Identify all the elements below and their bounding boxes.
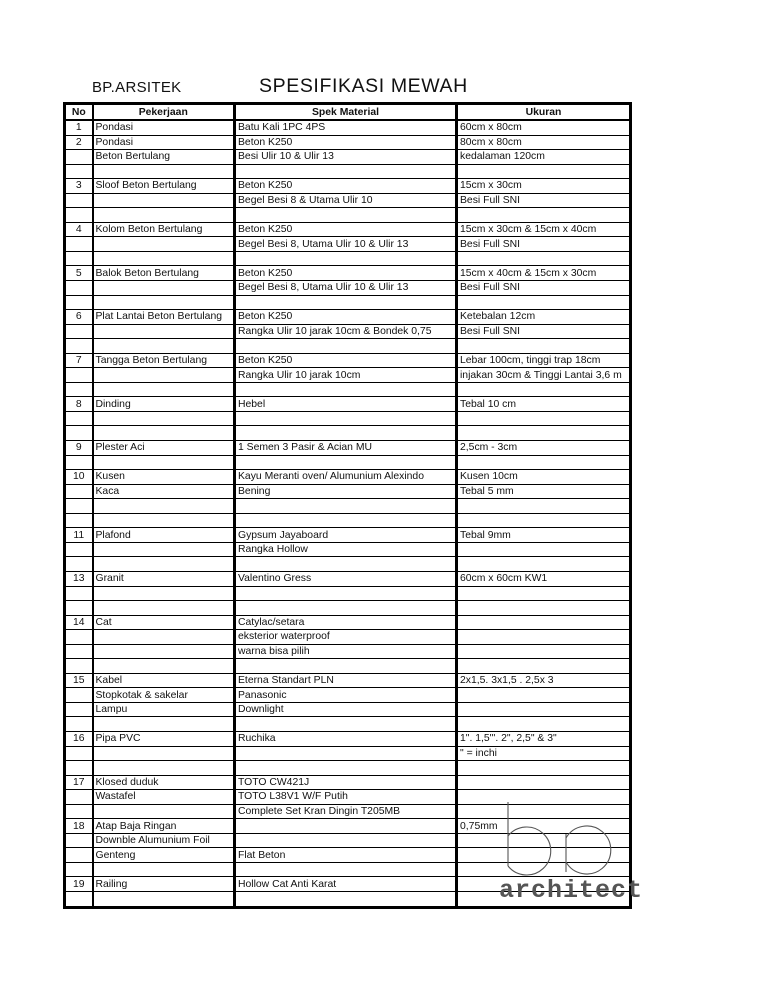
column-header-spek-material: Spek Material [235,104,457,121]
cell-spek-material: Begel Besi 8, Utama Ulir 10 & Ulir 13 [235,237,457,252]
cell-pekerjaan [93,499,235,514]
cell-pekerjaan [93,324,235,339]
table-row [65,528,631,543]
logo-wordmark: architect [499,876,644,905]
cell-pekerjaan [93,761,235,776]
cell-no [65,848,93,863]
cell-ukuran: Besi Full SNI [457,237,631,252]
cell-no [65,499,93,514]
cell-no [65,630,93,645]
cell-spek-material: Beton K250 [235,179,457,194]
cell-pekerjaan: Railing [93,877,235,892]
cell-pekerjaan: Plat Lantai Beton Bertulang [93,310,235,325]
table-row [65,542,631,557]
cell-no: 15 [65,673,93,688]
cell-ukuran [457,411,631,426]
cell-pekerjaan: Kaca [93,484,235,499]
cell-ukuran: 60cm x 60cm KW1 [457,571,631,586]
cell-no: 6 [65,310,93,325]
table-row [65,673,631,688]
cell-ukuran: 2x1,5. 3x1,5 . 2,5x 3 [457,673,631,688]
cell-spek-material: Downlight [235,702,457,717]
cell-pekerjaan [93,193,235,208]
cell-no: 11 [65,528,93,543]
table-row [65,353,631,368]
cell-no: 1 [65,120,93,135]
cell-ukuran [457,615,631,630]
table-row [65,659,631,674]
cell-ukuran [457,630,631,645]
cell-no [65,790,93,805]
table-row [65,208,631,223]
cell-ukuran [457,761,631,776]
table-row [65,324,631,339]
cell-pekerjaan [93,368,235,383]
cell-no [65,208,93,223]
cell-pekerjaan: Wastafel [93,790,235,805]
cell-spek-material: Valentino Gress [235,571,457,586]
document-title: SPESIFIKASI MEWAH [259,75,468,97]
cell-no [65,601,93,616]
table-row [65,295,631,310]
cell-pekerjaan [93,513,235,528]
table-row [65,150,631,165]
cell-no: 7 [65,353,93,368]
cell-no [65,281,93,296]
cell-pekerjaan [93,295,235,310]
cell-pekerjaan [93,426,235,441]
table-row [65,426,631,441]
cell-no [65,150,93,165]
column-header-pekerjaan: Pekerjaan [93,104,235,121]
cell-ukuran: Kusen 10cm [457,470,631,485]
table-row [65,179,631,194]
cell-pekerjaan: Downble Alumunium Foil [93,833,235,848]
table-row [65,120,631,135]
cell-spek-material [235,659,457,674]
cell-no [65,761,93,776]
cell-spek-material [235,717,457,732]
cell-no: 14 [65,615,93,630]
cell-ukuran [457,659,631,674]
cell-spek-material: Rangka Hollow [235,542,457,557]
table-row [65,310,631,325]
cell-no [65,542,93,557]
cell-no [65,862,93,877]
cell-spek-material [235,761,457,776]
cell-no [65,746,93,761]
cell-ukuran: 0,75mm [457,819,631,834]
specification-table [63,102,632,909]
table-row [65,470,631,485]
cell-ukuran [457,601,631,616]
table-row [65,688,631,703]
cell-ukuran [457,208,631,223]
cell-pekerjaan: Kolom Beton Bertulang [93,222,235,237]
table-row [65,281,631,296]
cell-spek-material: TOTO L38V1 W/F Putih [235,790,457,805]
table-row [65,630,631,645]
cell-ukuran [457,586,631,601]
cell-no [65,251,93,266]
cell-spek-material [235,819,457,834]
cell-pekerjaan [93,251,235,266]
cell-ukuran [457,542,631,557]
table-row [65,193,631,208]
table-row [65,455,631,470]
cell-spek-material: Batu Kali 1PC 4PS [235,120,457,135]
cell-spek-material [235,455,457,470]
cell-ukuran: Tebal 5 mm [457,484,631,499]
cell-no [65,659,93,674]
cell-no [65,702,93,717]
table-row [65,441,631,456]
cell-no [65,295,93,310]
cell-spek-material: Eterna Standart PLN [235,673,457,688]
cell-ukuran [457,382,631,397]
cell-spek-material: 1 Semen 3 Pasir & Acian MU [235,441,457,456]
cell-spek-material: Gypsum Jayaboard [235,528,457,543]
cell-spek-material: eksterior waterproof [235,630,457,645]
cell-pekerjaan: Klosed duduk [93,775,235,790]
cell-ukuran [457,717,631,732]
cell-no [65,193,93,208]
cell-ukuran: 15cm x 40cm & 15cm x 30cm [457,266,631,281]
cell-ukuran: 15cm x 30cm [457,179,631,194]
table-row [65,513,631,528]
cell-spek-material [235,601,457,616]
cell-no [65,426,93,441]
cell-no: 4 [65,222,93,237]
cell-spek-material: Beton K250 [235,353,457,368]
column-header-ukuran: Ukuran [457,104,631,121]
cell-pekerjaan: Kabel [93,673,235,688]
cell-spek-material [235,411,457,426]
cell-spek-material [235,295,457,310]
cell-no [65,324,93,339]
cell-ukuran: Ketebalan 12cm [457,310,631,325]
table-row [65,397,631,412]
cell-no [65,411,93,426]
cell-pekerjaan [93,601,235,616]
cell-pekerjaan: Atap Baja Ringan [93,819,235,834]
table-row [65,731,631,746]
cell-ukuran [457,775,631,790]
cell-pekerjaan: Cat [93,615,235,630]
cell-spek-material [235,586,457,601]
table-row [65,644,631,659]
cell-ukuran: 60cm x 80cm [457,120,631,135]
cell-pekerjaan [93,804,235,819]
cell-no [65,368,93,383]
cell-no [65,688,93,703]
cell-no: 19 [65,877,93,892]
cell-ukuran [457,295,631,310]
cell-no: 10 [65,470,93,485]
cell-pekerjaan [93,644,235,659]
cell-ukuran: Besi Full SNI [457,193,631,208]
cell-pekerjaan: Tangga Beton Bertulang [93,353,235,368]
company-name: BP.ARSITEK [92,79,182,96]
table-row [65,775,631,790]
cell-no [65,382,93,397]
cell-pekerjaan [93,862,235,877]
column-header-no: No [65,104,93,121]
cell-ukuran: Besi Full SNI [457,324,631,339]
table-header [65,104,631,121]
cell-spek-material: Beton K250 [235,266,457,281]
cell-ukuran: Tebal 9mm [457,528,631,543]
cell-spek-material: Rangka Ulir 10 jarak 10cm [235,368,457,383]
cell-no [65,513,93,528]
table-row [65,135,631,150]
cell-spek-material [235,339,457,354]
cell-ukuran [457,251,631,266]
cell-ukuran: " = inchi [457,746,631,761]
table-row [65,266,631,281]
cell-ukuran [457,164,631,179]
header-row [65,104,631,121]
cell-pekerjaan [93,164,235,179]
cell-pekerjaan [93,382,235,397]
table-row [65,484,631,499]
cell-no [65,833,93,848]
cell-pekerjaan [93,717,235,732]
cell-spek-material [235,746,457,761]
cell-spek-material: Flat Beton [235,848,457,863]
cell-spek-material: TOTO CW421J [235,775,457,790]
document-header [0,0,773,100]
cell-pekerjaan [93,237,235,252]
table-row [65,237,631,252]
cell-ukuran [457,499,631,514]
cell-pekerjaan: Kusen [93,470,235,485]
cell-spek-material [235,513,457,528]
cell-spek-material: Ruchika [235,731,457,746]
cell-spek-material: Hebel [235,397,457,412]
cell-pekerjaan: Genteng [93,848,235,863]
cell-pekerjaan: Plester Aci [93,441,235,456]
cell-ukuran: Lebar 100cm, tinggi trap 18cm [457,353,631,368]
table-row [65,761,631,776]
cell-spek-material [235,164,457,179]
cell-no [65,586,93,601]
cell-no: 8 [65,397,93,412]
cell-pekerjaan: Sloof Beton Bertulang [93,179,235,194]
cell-ukuran: 2,5cm - 3cm [457,441,631,456]
cell-spek-material: Beton K250 [235,310,457,325]
cell-no [65,339,93,354]
cell-no [65,804,93,819]
cell-pekerjaan [93,339,235,354]
cell-spek-material [235,833,457,848]
cell-pekerjaan [93,455,235,470]
cell-spek-material [235,557,457,572]
cell-pekerjaan [93,208,235,223]
table-row [65,382,631,397]
table-row [65,164,631,179]
cell-ukuran: 80cm x 80cm [457,135,631,150]
cell-ukuran [457,455,631,470]
cell-ukuran [457,688,631,703]
table-row [65,339,631,354]
cell-ukuran [457,426,631,441]
cell-no [65,484,93,499]
cell-ukuran [457,339,631,354]
cell-ukuran: 1". 1,5"'. 2", 2,5" & 3" [457,731,631,746]
cell-no [65,164,93,179]
logo-monogram: bp [394,700,396,701]
cell-no [65,644,93,659]
cell-spek-material [235,251,457,266]
table-row [65,557,631,572]
cell-no: 9 [65,441,93,456]
cell-no [65,717,93,732]
cell-pekerjaan: Granit [93,571,235,586]
cell-ukuran [457,644,631,659]
cell-ukuran [457,702,631,717]
table-row [65,717,631,732]
cell-spek-material [235,208,457,223]
cell-spek-material: Beton K250 [235,222,457,237]
cell-pekerjaan: Pondasi [93,120,235,135]
cell-no [65,237,93,252]
cell-spek-material: Complete Set Kran Dingin T205MB [235,804,457,819]
cell-ukuran: 15cm x 30cm & 15cm x 40cm [457,222,631,237]
cell-spek-material [235,382,457,397]
cell-ukuran: injakan 30cm & Tinggi Lantai 3,6 m [457,368,631,383]
cell-pekerjaan [93,586,235,601]
cell-no [65,891,93,907]
cell-ukuran [457,513,631,528]
cell-spek-material [235,426,457,441]
cell-pekerjaan: Pipa PVC [93,731,235,746]
cell-pekerjaan [93,557,235,572]
cell-spek-material [235,499,457,514]
cell-no: 13 [65,571,93,586]
cell-pekerjaan: Plafond [93,528,235,543]
table-body [65,120,631,907]
cell-pekerjaan [93,891,235,907]
table-row [65,368,631,383]
table-row [65,702,631,717]
table-row [65,615,631,630]
cell-spek-material: Rangka Ulir 10 jarak 10cm & Bondek 0,75 [235,324,457,339]
cell-spek-material: Panasonic [235,688,457,703]
cell-spek-material: Beton K250 [235,135,457,150]
cell-spek-material: Begel Besi 8, Utama Ulir 10 & Ulir 13 [235,281,457,296]
table-row [65,222,631,237]
table-row [65,746,631,761]
cell-pekerjaan: Lampu [93,702,235,717]
cell-spek-material: Besi Ulir 10 & Ulir 13 [235,150,457,165]
cell-no: 5 [65,266,93,281]
cell-no [65,557,93,572]
cell-pekerjaan [93,630,235,645]
cell-pekerjaan: Beton Bertulang [93,150,235,165]
cell-ukuran: Besi Full SNI [457,281,631,296]
cell-pekerjaan: Dinding [93,397,235,412]
cell-spek-material: Kayu Meranti oven/ Alumunium Alexindo [235,470,457,485]
table-row [65,601,631,616]
cell-no: 17 [65,775,93,790]
table-row [65,251,631,266]
table-row [65,499,631,514]
cell-spek-material: warna bisa pilih [235,644,457,659]
cell-spek-material: Hollow Cat Anti Karat [235,877,457,892]
cell-pekerjaan [93,281,235,296]
cell-no [65,455,93,470]
cell-pekerjaan [93,659,235,674]
cell-spek-material: Bening [235,484,457,499]
table-row [65,571,631,586]
cell-spek-material: Begel Besi 8 & Utama Ulir 10 [235,193,457,208]
cell-spek-material [235,891,457,907]
cell-pekerjaan [93,542,235,557]
cell-ukuran [457,557,631,572]
cell-ukuran: kedalaman 120cm [457,150,631,165]
table-row [65,586,631,601]
cell-ukuran: Tebal 10 cm [457,397,631,412]
cell-spek-material: Catylac/setara [235,615,457,630]
cell-no: 18 [65,819,93,834]
cell-no: 16 [65,731,93,746]
cell-no: 3 [65,179,93,194]
table-row [65,411,631,426]
cell-pekerjaan: Stopkotak & sakelar [93,688,235,703]
cell-pekerjaan: Pondasi [93,135,235,150]
cell-pekerjaan [93,411,235,426]
cell-no: 2 [65,135,93,150]
cell-pekerjaan [93,746,235,761]
cell-pekerjaan: Balok Beton Bertulang [93,266,235,281]
cell-spek-material [235,862,457,877]
